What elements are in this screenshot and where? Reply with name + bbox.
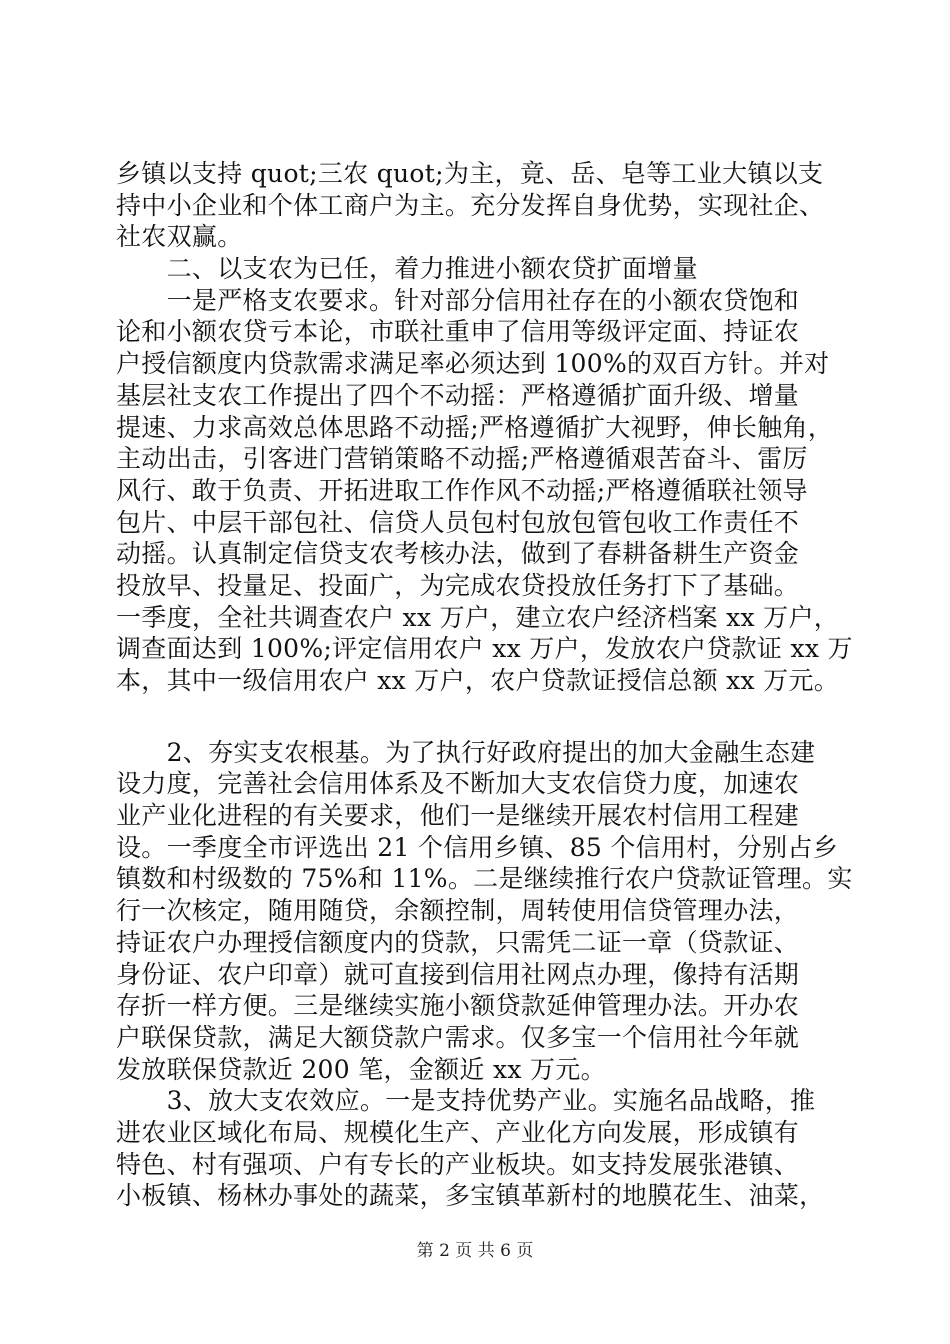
page-footer bbox=[0, 1240, 950, 1262]
text-block-1 bbox=[116, 158, 856, 697]
text-line: 二、以支农为已任，着力推进小额农贷扩面增量 bbox=[116, 254, 698, 284]
text-block-2 bbox=[116, 737, 856, 1212]
text-line: 论和小额农贷亏本论，市联社重申了信用等级评定面、持证农 bbox=[116, 317, 800, 347]
text-line: 进农业区域化布局、规模化生产、产业化方向发展，形成镇有 bbox=[116, 1117, 800, 1147]
text-line: 调查面达到 100%;评定信用农户 xx 万户，发放农户贷款证 xx 万 bbox=[116, 634, 853, 664]
text-line: 主动出击，引客进门营销策略不动摇;严格遵循艰苦奋斗、雷厉 bbox=[116, 444, 808, 474]
text-line: 户授信额度内贷款需求满足率必须达到 100%的双百方针。并对 bbox=[116, 349, 830, 379]
document-body bbox=[116, 158, 856, 1212]
text-line: 提速、力求高效总体思路不动摇;严格遵循扩大视野，伸长触角， bbox=[116, 412, 834, 442]
text-line: 本，其中一级信用农户 xx 万户，农户贷款证授信总额 xx 万元。 bbox=[116, 666, 840, 695]
paragraph-gap bbox=[116, 697, 856, 737]
text-line: 一季度，全社共调查农户 xx 万户，建立农户经济档案 xx 万户， bbox=[116, 602, 840, 632]
text-line: 动摇。认真制定信贷支农考核办法，做到了春耕备耕生产资金 bbox=[116, 539, 800, 569]
text-line: 户联保贷款，满足大额贷款户需求。仅多宝一个信用社今年就 bbox=[116, 1022, 800, 1052]
text-line: 发放联保贷款近 200 笔，金额近 xx 万元。 bbox=[116, 1054, 606, 1084]
text-line: 投放早、投量足、投面广，为完成农贷投放任务打下了基础。 bbox=[116, 570, 800, 600]
text-line: 一是严格支农要求。针对部分信用社存在的小额农贷饱和 bbox=[116, 285, 800, 315]
text-line: 乡镇以支持 quot;三农 quot;为主，竟、岳、皂等工业大镇以支 bbox=[116, 159, 824, 188]
text-line: 设力度，完善社会信用体系及不断加大支农信贷力度，加速农 bbox=[116, 769, 800, 799]
text-line: 镇数和村级数的 75%和 11%。二是继续推行农户贷款证管理。实 bbox=[116, 864, 853, 894]
text-line: 业产业化进程的有关要求，他们一是继续开展农村信用工程建 bbox=[116, 801, 800, 831]
text-line: 社农双赢。 bbox=[116, 222, 243, 252]
text-line: 行一次核定，随用随贷，余额控制，周转使用信贷管理办法， bbox=[116, 896, 800, 926]
page-number: 第 2 页 共 6 页 bbox=[416, 1241, 534, 1261]
text-line: 2、夯实支农根基。为了执行好政府提出的加大金融生态建 bbox=[116, 737, 816, 767]
text-line: 特色、村有强项、户有专长的产业板块。如支持发展张港镇、 bbox=[116, 1149, 800, 1179]
text-line: 持证农户办理授信额度内的贷款，只需凭二证一章（贷款证、 bbox=[116, 927, 800, 957]
text-line: 包片、中层干部包社、信贷人员包村包放包管包收工作责任不 bbox=[116, 507, 800, 537]
text-line: 小板镇、杨林办事处的蔬菜，多宝镇革新村的地膜花生、油菜， bbox=[116, 1181, 825, 1211]
text-line: 风行、敢于负责、开拓进取工作作风不动摇;严格遵循联社领导 bbox=[116, 475, 808, 505]
text-line: 身份证、农户印章）就可直接到信用社网点办理，像持有活期 bbox=[116, 959, 800, 989]
text-line: 设。一季度全市评选出 21 个信用乡镇、85 个信用村，分别占乡 bbox=[116, 832, 839, 862]
text-line: 3、放大支农效应。一是支持优势产业。实施名品战略，推 bbox=[116, 1086, 816, 1116]
text-line: 存折一样方便。三是继续实施小额贷款延伸管理办法。开办农 bbox=[116, 991, 800, 1021]
text-line: 持中小企业和个体工商户为主。充分发挥自身优势，实现社企、 bbox=[116, 190, 825, 220]
text-line: 基层社支农工作提出了四个不动摇：严格遵循扩面升级、增量 bbox=[116, 380, 800, 410]
